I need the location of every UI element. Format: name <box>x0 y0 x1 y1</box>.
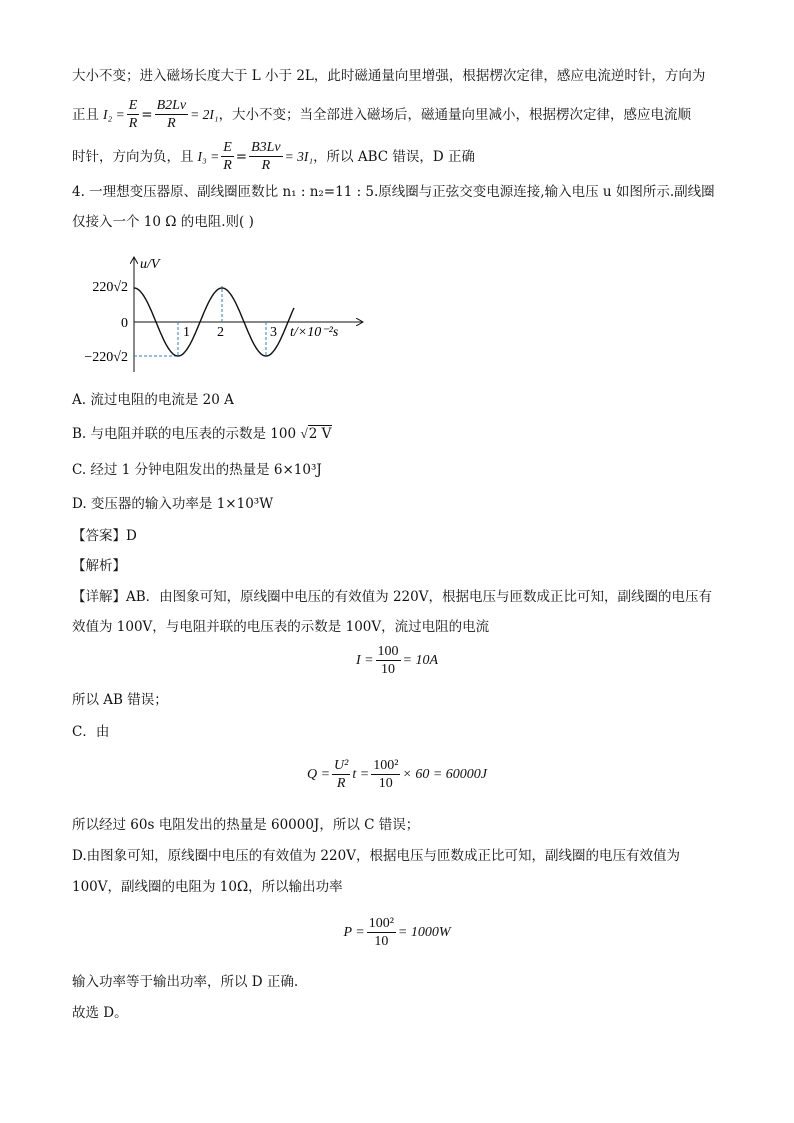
option-b-radical: 2 V <box>308 426 332 442</box>
fraction-denominator: R <box>167 116 176 131</box>
solution-line: C．由 <box>72 724 110 740</box>
fraction: $\frac{\text{100²}}{10}$ <box>373 758 399 791</box>
math-symbol: = 3I₁ <box>284 148 314 164</box>
solution-line: 【详解】AB．由图象可知，原线圈中电压的有效值为 220V，根据电压与匝数成正比可知，副线圈的电压有 <box>72 589 712 605</box>
solution-line: 100V，副线圈的电阻为 10Ω，所以输出功率 <box>72 879 343 895</box>
fraction: $\frac{\text{100²}}{10}$ <box>368 916 394 949</box>
origin-label: 0 <box>121 316 128 331</box>
answer-value: D <box>126 528 137 544</box>
question-line: 4. 一理想变压器原、副线圈匝数比 n₁ : n₂=11 : 5.原线圈与正弦交变电源连接,输入电压 u 如图所示.副线圈 <box>72 184 715 200</box>
option-d: D. 变压器的输入功率是 1×10³W <box>72 496 274 512</box>
solution-line: 输入功率等于输出功率，所以 D 正确. <box>72 974 299 990</box>
fraction-numerator: E <box>223 140 232 155</box>
equation-current: I = $\frac{100}{10}$ = 10A <box>355 644 439 677</box>
analysis-label: 【解析】 <box>72 558 126 574</box>
math-symbol: I₃ = <box>197 148 220 164</box>
y-min-label: −220√2 <box>84 350 128 365</box>
answer-label: 【答案】 <box>72 528 126 544</box>
equation-power: P = $\frac{\text{100²}}{10}$ = 1000W <box>343 916 451 949</box>
y-axis-label: u/V <box>140 257 160 272</box>
x-tick-label: 2 <box>217 325 224 340</box>
fraction-numerator: B2Lv <box>156 98 187 113</box>
equation-line: 正且 I₂ = $\frac{E}{R}$ = $\frac{B2Lv}{R}$ = 2I₁ ，大小不变；当全部进入磁场后，磁通量向里减小，根据楞次定律，感应电流顺 <box>72 98 692 131</box>
fraction <box>249 140 283 173</box>
solution-line: D.由图象可知，原线圈中电压的有效值为 220V，根据电压与匝数成正比可知，副线圈的电压有效值为 <box>72 848 680 864</box>
solution-line: 效值为 100V，与电阻并联的电压表的示数是 100V，流过电阻的电流 <box>72 619 490 635</box>
text-fragment: 时针，方向为负，且 <box>72 148 194 165</box>
equation-line: 时针，方向为负，且 I₃ = $\frac{E}{R}$ = $\frac{B3Lv}{R}$ = 3I₁ ，所以 ABC 错误，D 正确 <box>72 140 476 173</box>
y-max-label: 220√2 <box>92 280 128 295</box>
detail-label: 【详解】 <box>72 589 126 605</box>
x-tick-label: 3 <box>270 325 277 340</box>
math-symbol: I₂ = <box>103 106 125 122</box>
fraction <box>221 140 234 173</box>
answer-line <box>72 526 137 546</box>
solution-line: 所以经过 60s 电阻发出的热量是 60000J，所以 C 错误； <box>72 817 420 833</box>
option-a: A. 流过电阻的电流是 20 A <box>72 392 234 408</box>
math-symbol: = 2I₁ <box>190 106 219 122</box>
fraction <box>155 98 189 131</box>
fraction-denominator: R <box>128 116 138 131</box>
question-line: 仅接入一个 10 Ω 的电阻.则( ) <box>72 214 254 230</box>
fraction-numerator: E <box>128 98 138 113</box>
text-fragment: 正且 <box>72 106 99 123</box>
fraction <box>127 98 140 131</box>
fraction-denominator: R <box>223 158 232 173</box>
solution-line: 所以 AB 错误； <box>72 692 168 708</box>
text-line: 大小不变；进入磁场长度大于 L 小于 2L，此时磁通量向里增强，根据楞次定律，感应电流逆时针，方向为 <box>72 68 706 84</box>
equation-heat: Q = $\frac{\text{U²}}{R}$ t = $\frac{\text{100²}}{10}$ × 60 = 60000J <box>306 758 488 791</box>
final-answer-line: 故选 D。 <box>72 1005 128 1021</box>
fraction-denominator: R <box>261 158 271 173</box>
fraction-numerator: B3Lv <box>251 140 281 155</box>
option-b: B. 与电阻并联的电压表的示数是 100 √2 V <box>72 426 332 442</box>
x-axis-label: t/×10⁻²s <box>290 325 339 340</box>
fraction: $\frac{100}{10}$ <box>377 644 399 677</box>
option-c: C. 经过 1 分钟电阻发出的热量是 6×10³J <box>72 462 322 478</box>
option-b-text: B. 与电阻并联的电压表的示数是 100 <box>72 426 297 442</box>
voltage-waveform-graph <box>72 250 372 380</box>
x-tick-label: 1 <box>183 325 190 340</box>
text-fragment: ，大小不变；当全部进入磁场后，磁通量向里减小，根据楞次定律，感应电流顺 <box>218 106 692 123</box>
text-fragment: ，所以 ABC 错误，D 正确 <box>313 148 476 165</box>
fraction: $\frac{\text{U²}}{R}$ <box>334 758 349 791</box>
